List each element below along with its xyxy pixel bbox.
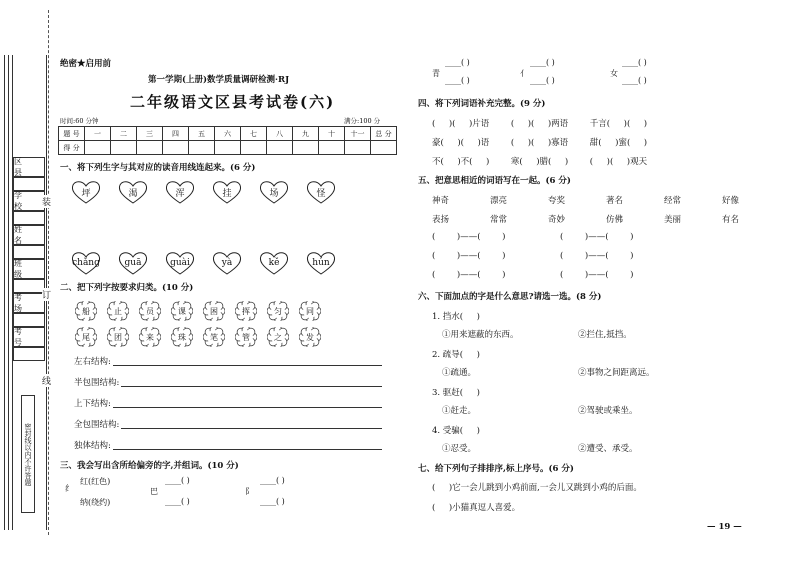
meaning-option-a: ①用来遮蔽的东西。 (442, 330, 519, 340)
word-row-1 (432, 194, 780, 206)
section-6-title: 六、下面加点的字是什么意思?请选一选。(8 分) (418, 292, 602, 302)
nv-blank-2[interactable]: ____( ) (622, 76, 647, 85)
nv-blank-1[interactable]: ____( ) (622, 58, 647, 67)
meaning-option-b: ②事物之间距离远。 (578, 368, 655, 378)
word-item: 神奇 (432, 196, 450, 206)
full-score: 满分:100 分 (344, 117, 381, 125)
heart-char[interactable]: 怪 (305, 180, 337, 204)
meaning-option-b: ②拦住,抵挡。 (578, 330, 632, 340)
meaning-question[interactable]: 1. 挡水( ) (432, 312, 480, 322)
seal-char-xian: 线 (42, 374, 51, 387)
radical-qing: 青 (432, 69, 440, 78)
ren-blank-2[interactable]: ____( ) (530, 76, 555, 85)
pair-blank[interactable]: ( )——( ) (432, 251, 506, 261)
sentence-2[interactable]: ( )小猫真逗人喜爱。 (432, 503, 521, 513)
pair-blank[interactable]: ( )——( ) (432, 270, 506, 280)
radical-nv: 女 (610, 69, 618, 78)
radical-si-item-2: 纳(绕约) (80, 498, 111, 507)
heart-char[interactable]: 场 (258, 180, 290, 204)
pair-blank[interactable]: ( )——( ) (560, 251, 634, 261)
ba-blank-1[interactable]: ____( ) (165, 476, 190, 485)
flower-char: 来 (139, 327, 161, 347)
heart-row-pinyin (70, 251, 337, 275)
sentence-1[interactable]: ( )它一会儿跳到小鸡前面,一会儿又跳到小鸡的后面。 (432, 483, 642, 493)
binding-strip (4, 55, 46, 530)
category-full-enclosed[interactable]: 全包围结构: (74, 418, 382, 430)
flower-char: 船 (75, 301, 97, 321)
ba-blank-2[interactable]: ____( ) (165, 497, 190, 506)
qing-blank-1[interactable]: ____( ) (445, 58, 470, 67)
word-row-2 (432, 213, 780, 225)
flower-char: 止 (107, 301, 129, 321)
word-item: 漂亮 (490, 196, 508, 206)
word-item: 好像 (722, 196, 740, 206)
flower-char: 之 (267, 327, 289, 347)
flower-char: 匀 (267, 301, 289, 321)
flower-char: 管 (235, 327, 257, 347)
category-single[interactable]: 独体结构: (74, 439, 382, 451)
page-number: — 19 — (707, 522, 742, 532)
meaning-option-a: ①忍受。 (442, 444, 477, 454)
word-item: 美丽 (664, 215, 682, 225)
heart-pinyin[interactable]: yà (211, 251, 243, 275)
label-room: 考 场 (13, 293, 45, 313)
meaning-question[interactable]: 4. 受骗( ) (432, 426, 480, 436)
input-class[interactable] (13, 279, 45, 293)
section-4-title: 四、将下列词语补充完整。(9 分) (418, 99, 546, 109)
meaning-option-b: ②遭受、承受。 (578, 444, 638, 454)
flower-char: 员 (139, 301, 161, 321)
subtitle: 第一学期(上册)数学质量调研检测·RJ (148, 75, 290, 85)
word-item: 夸奖 (548, 196, 566, 206)
word-item: 奇妙 (548, 215, 566, 225)
meaning-option-b: ②驾驶或乘坐。 (578, 406, 638, 416)
heart-pinyin[interactable]: chǎng (70, 251, 102, 275)
heart-pinyin[interactable]: guài (164, 251, 196, 275)
input-room[interactable] (13, 313, 45, 327)
category-left-right[interactable]: 左右结构: (74, 355, 382, 367)
qing-blank-2[interactable]: ____( ) (445, 76, 470, 85)
flower-char: 发 (299, 327, 321, 347)
radical-fu: 阝 (245, 487, 253, 496)
word-item: 仿佛 (606, 215, 624, 225)
heart-row-chars (70, 180, 337, 204)
flower-char: 困 (203, 301, 225, 321)
input-school[interactable] (13, 211, 45, 225)
heart-pinyin[interactable]: kě (258, 251, 290, 275)
flower-char: 课 (171, 301, 193, 321)
seal-char-ding: 订 (42, 288, 51, 301)
section-3-title: 三、我会写出含所给偏旁的字,并组词。(10 分) (60, 461, 239, 471)
meaning-option-a: ①疏通。 (442, 368, 477, 378)
heart-pinyin[interactable]: hún (305, 251, 337, 275)
label-number: 考 号 (13, 327, 45, 347)
seal-note: 密封线以内不许答题 (21, 395, 35, 513)
word-item: 经常 (664, 196, 682, 206)
radical-ren: 亻 (520, 69, 528, 78)
radical-si-item-1: 红(红色) (80, 477, 111, 486)
section-1-title: 一、将下列生字与其对应的读音用线连起来。(6 分) (60, 163, 256, 173)
radical-si: 纟 (65, 484, 73, 493)
input-number[interactable] (13, 347, 45, 361)
category-half-enclosed[interactable]: 半包围结构: (74, 376, 382, 388)
heart-char[interactable]: 坪 (70, 180, 102, 204)
word-item: 著名 (606, 196, 624, 206)
page-title: 二年级语文区县考试卷(六) (130, 93, 336, 111)
heart-char[interactable]: 挂 (211, 180, 243, 204)
heart-pinyin[interactable]: guā (117, 251, 149, 275)
input-name[interactable] (13, 245, 45, 259)
meaning-option-a: ①赶走。 (442, 406, 477, 416)
meaning-question[interactable]: 2. 疏导( ) (432, 350, 480, 360)
ren-blank-1[interactable]: ____( ) (530, 58, 555, 67)
time-limit: 时间:60 分钟 (60, 117, 99, 125)
pair-blank[interactable]: ( )——( ) (432, 232, 506, 242)
flower-char: 团 (107, 327, 129, 347)
label-name: 姓 名 (13, 225, 45, 245)
flower-char: 尾 (75, 327, 97, 347)
meaning-question[interactable]: 3. 驱赶( ) (432, 388, 480, 398)
seal-line (48, 10, 49, 535)
flower-char: 同 (299, 301, 321, 321)
flower-row-2 (75, 327, 321, 347)
flower-char: 笔 (203, 327, 225, 347)
section-5-title: 五、把意思相近的词语写在一起。(6 分) (418, 176, 571, 186)
idiom-row-3[interactable]: 不( )不( ) 寒( )腊( ) ( )( )观天 (432, 157, 648, 167)
secret-label: 绝密★启用前 (60, 59, 112, 69)
label-school: 学 校 (13, 191, 45, 211)
pair-blank[interactable]: ( )——( ) (560, 232, 634, 242)
flower-char: 挥 (235, 301, 257, 321)
section-2-title: 二、把下列字按要求归类。(10 分) (60, 283, 194, 293)
score-table: 题 号 一 二 三 四 五 六 七 八 九 十 十一 总 分 得 分 (58, 126, 397, 155)
category-top-bottom[interactable]: 上下结构: (74, 397, 382, 409)
flower-row-1 (75, 301, 321, 321)
word-item: 常常 (490, 215, 508, 225)
seal-char-zhuang: 装 (42, 195, 51, 208)
label-district: 区 县 (13, 157, 45, 177)
radical-ba: 巴 (150, 487, 158, 496)
fu-blank-1[interactable]: ____( ) (260, 476, 285, 485)
word-item: 表扬 (432, 215, 450, 225)
section-7-title: 七、给下列句子排排序,标上序号。(6 分) (418, 464, 574, 474)
flower-char: 珠 (171, 327, 193, 347)
input-district[interactable] (13, 177, 45, 191)
label-class: 班 级 (13, 259, 45, 279)
pair-blank[interactable]: ( )——( ) (560, 270, 634, 280)
idiom-row-1[interactable]: ( )( )片语 ( )( )两语 千言( )( ) (432, 119, 648, 129)
idiom-row-2[interactable]: 豪( )( )语 ( )( )寡语 甜( )蜜( ) (432, 138, 648, 148)
fu-blank-2[interactable]: ____( ) (260, 497, 285, 506)
heart-char[interactable]: 渴 (117, 180, 149, 204)
word-item: 有名 (722, 215, 740, 225)
heart-char[interactable]: 浑 (164, 180, 196, 204)
